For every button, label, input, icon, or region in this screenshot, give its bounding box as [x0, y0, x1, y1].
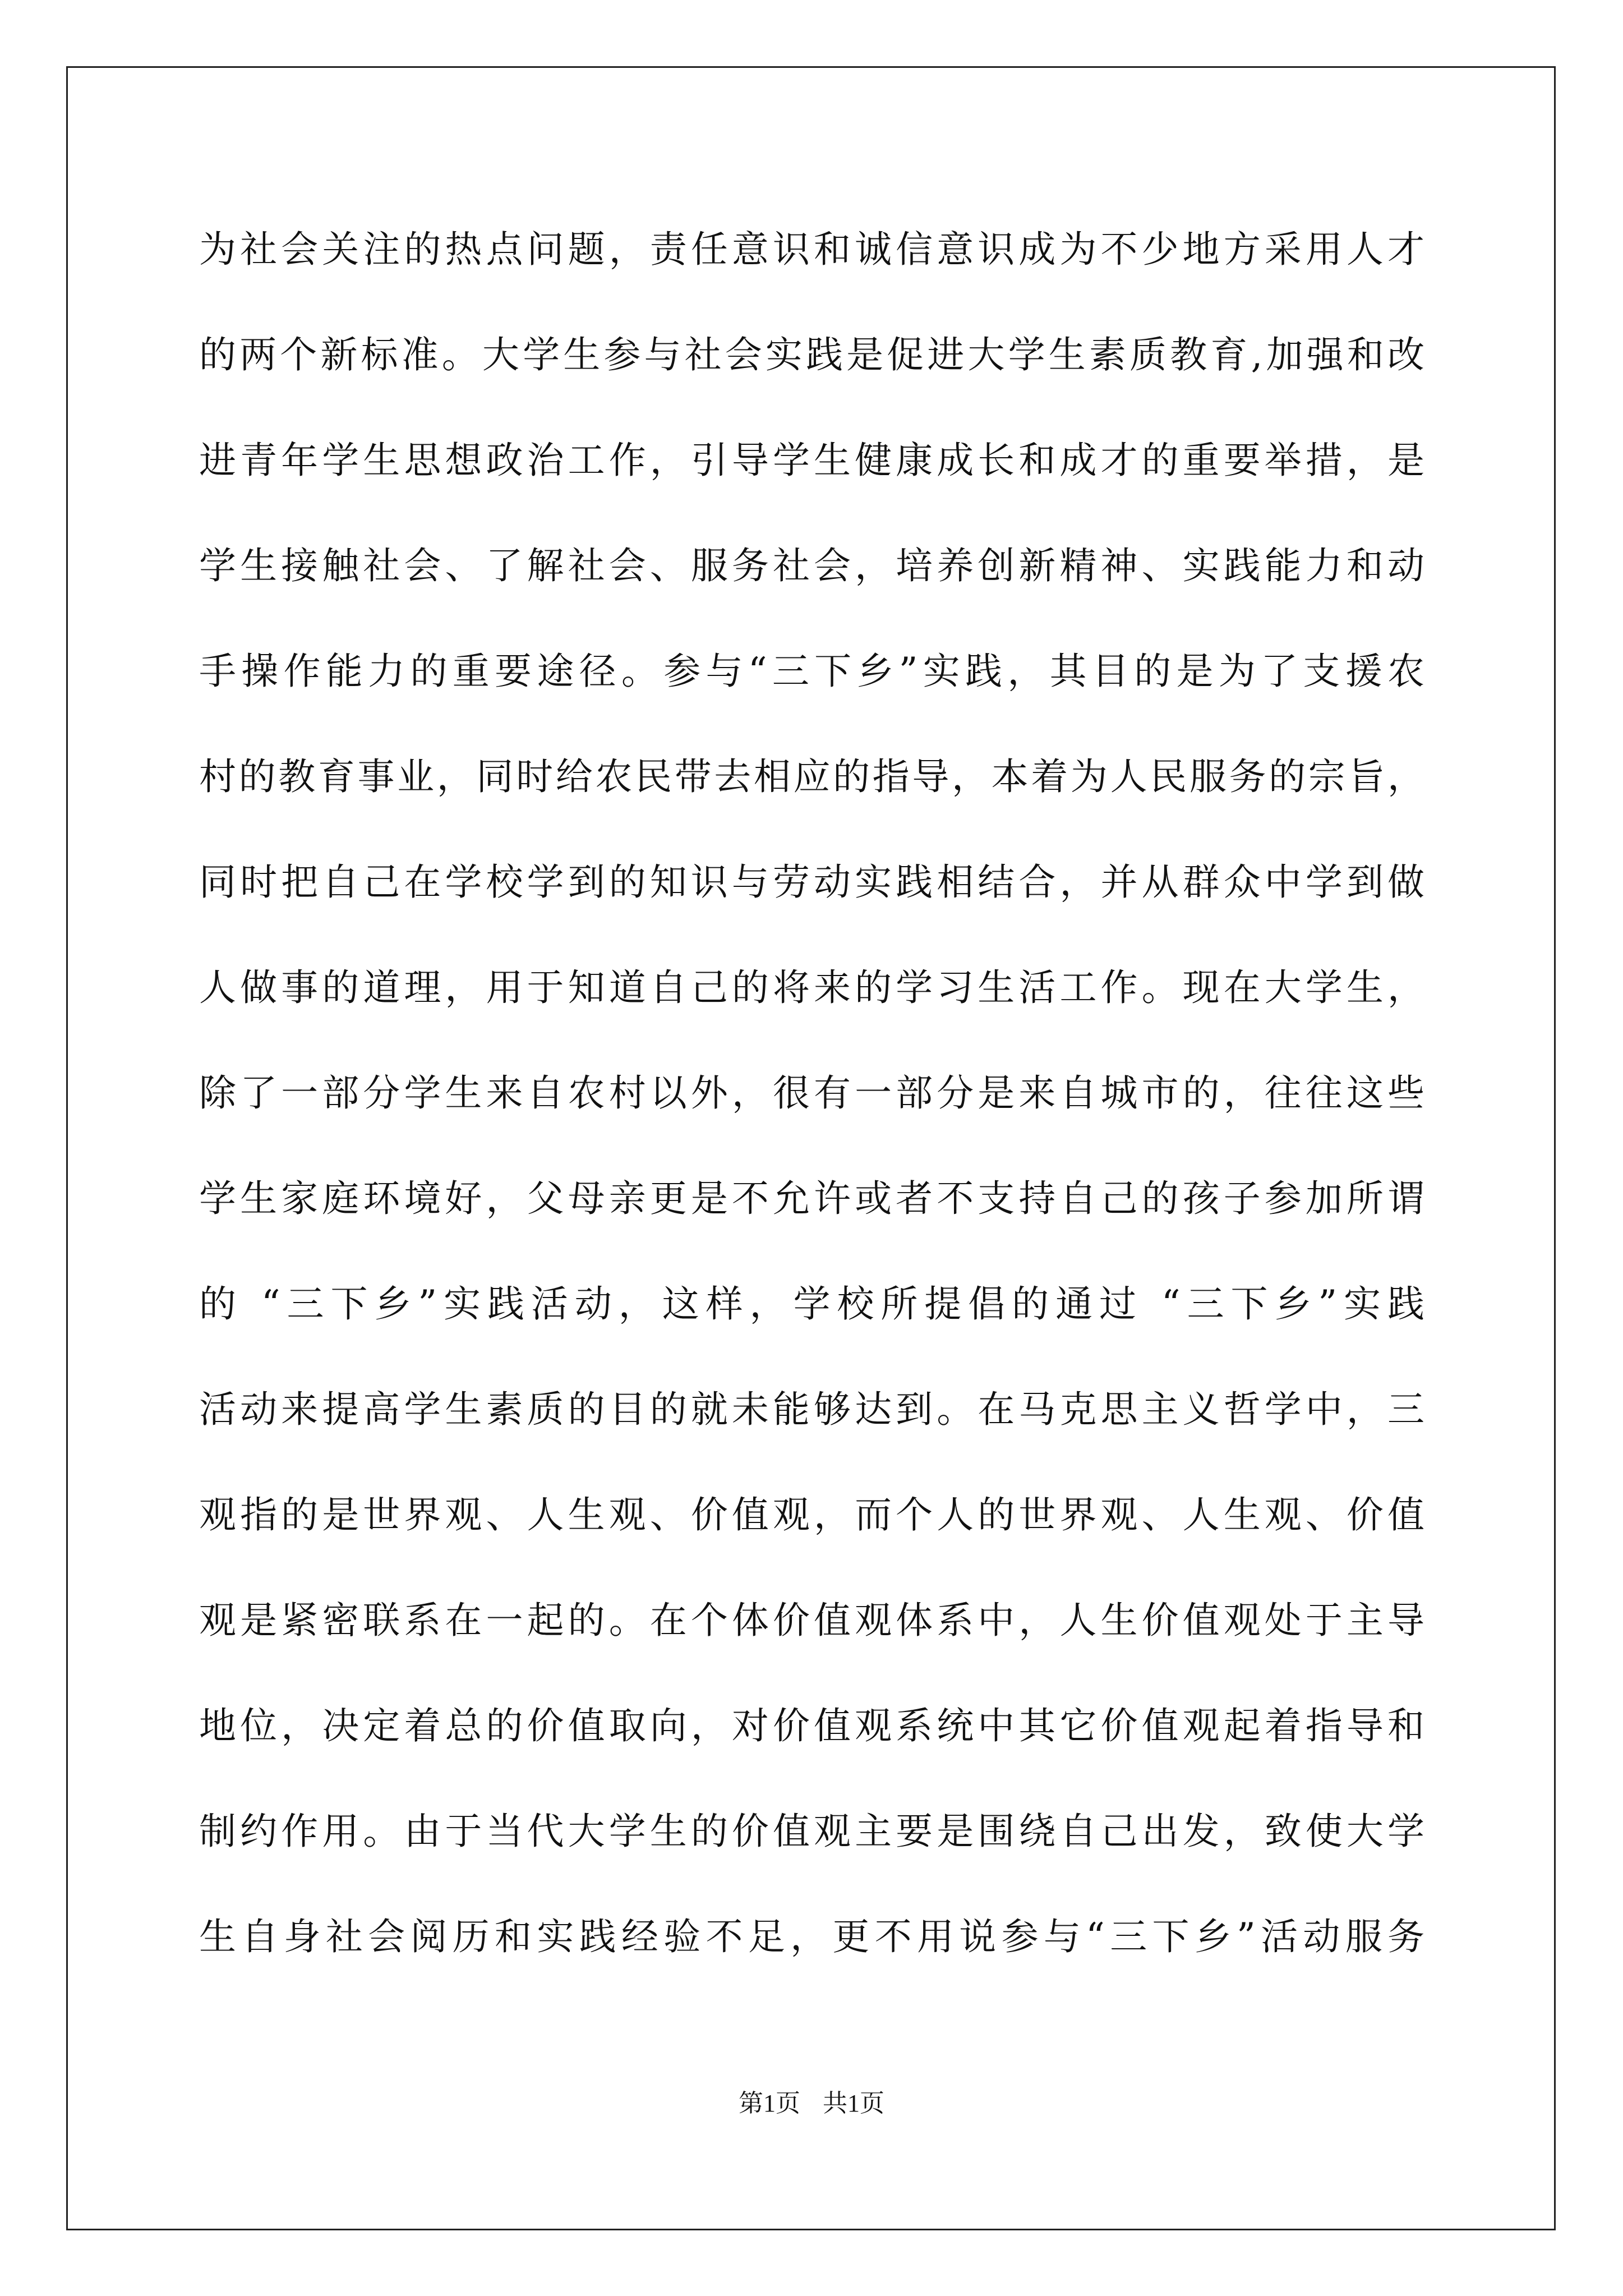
text-line: 观指的是世界观、人生观、价值观，而个人的世界观、人生观、价值: [199, 1493, 1424, 1536]
text-line: 观是紧密联系在一起的。在个体价值观体系中，人生价值观处于主导: [199, 1599, 1424, 1642]
document-body: [199, 219, 1424, 2012]
text-line: 学生接触社会、了解社会、服务社会，培养创新精神、实践能力和动: [199, 544, 1424, 587]
text-line: 地位，决定着总的价值取向，对价值观系统中其它价值观起着指导和: [199, 1704, 1424, 1747]
text-line: 为社会关注的热点问题，责任意识和诚信意识成为不少地方采用人才: [199, 228, 1424, 271]
text-line: 生自身社会阅历和实践经验不足，更不用说参与“三下乡”活动服务: [199, 1915, 1424, 1958]
text-line: 学生家庭环境好，父母亲更是不允许或者不支持自己的孩子参加所谓: [199, 1177, 1424, 1220]
text-line: 活动来提高学生素质的目的就未能够达到。在马克思主义哲学中，三: [199, 1388, 1424, 1431]
text-line: 的 “三下乡”实践活动，这样，学校所提倡的通过 “三下乡”实践: [199, 1282, 1424, 1326]
text-line: 除了一部分学生来自农村以外，很有一部分是来自城市的，往往这些: [199, 1071, 1424, 1115]
text-line: 进青年学生思想政治工作，引导学生健康成长和成才的重要举措，是: [199, 439, 1424, 482]
text-line: 同时把自己在学校学到的知识与劳动实践相结合，并从群众中学到做: [199, 861, 1424, 904]
text-line: 人做事的道理，用于知道自己的将来的学习生活工作。现在大学生，: [199, 966, 1424, 1009]
text-line: 的两个新标准。大学生参与社会实践是促进大学生素质教育,加强和改: [199, 333, 1424, 376]
text-line: 制约作用。由于当代大学生的价值观主要是围绕自己出发，致使大学: [199, 1810, 1424, 1853]
page-footer: [0, 2087, 1623, 2120]
page-total: 共1页: [823, 2090, 884, 2117]
text-line: 村的教育事业，同时给农民带去相应的指导，本着为人民服务的宗旨，: [199, 755, 1424, 798]
page-number: 第1页: [739, 2090, 800, 2117]
text-line: 手操作能力的重要途径。参与“三下乡”实践，其目的是为了支援农: [199, 650, 1424, 693]
